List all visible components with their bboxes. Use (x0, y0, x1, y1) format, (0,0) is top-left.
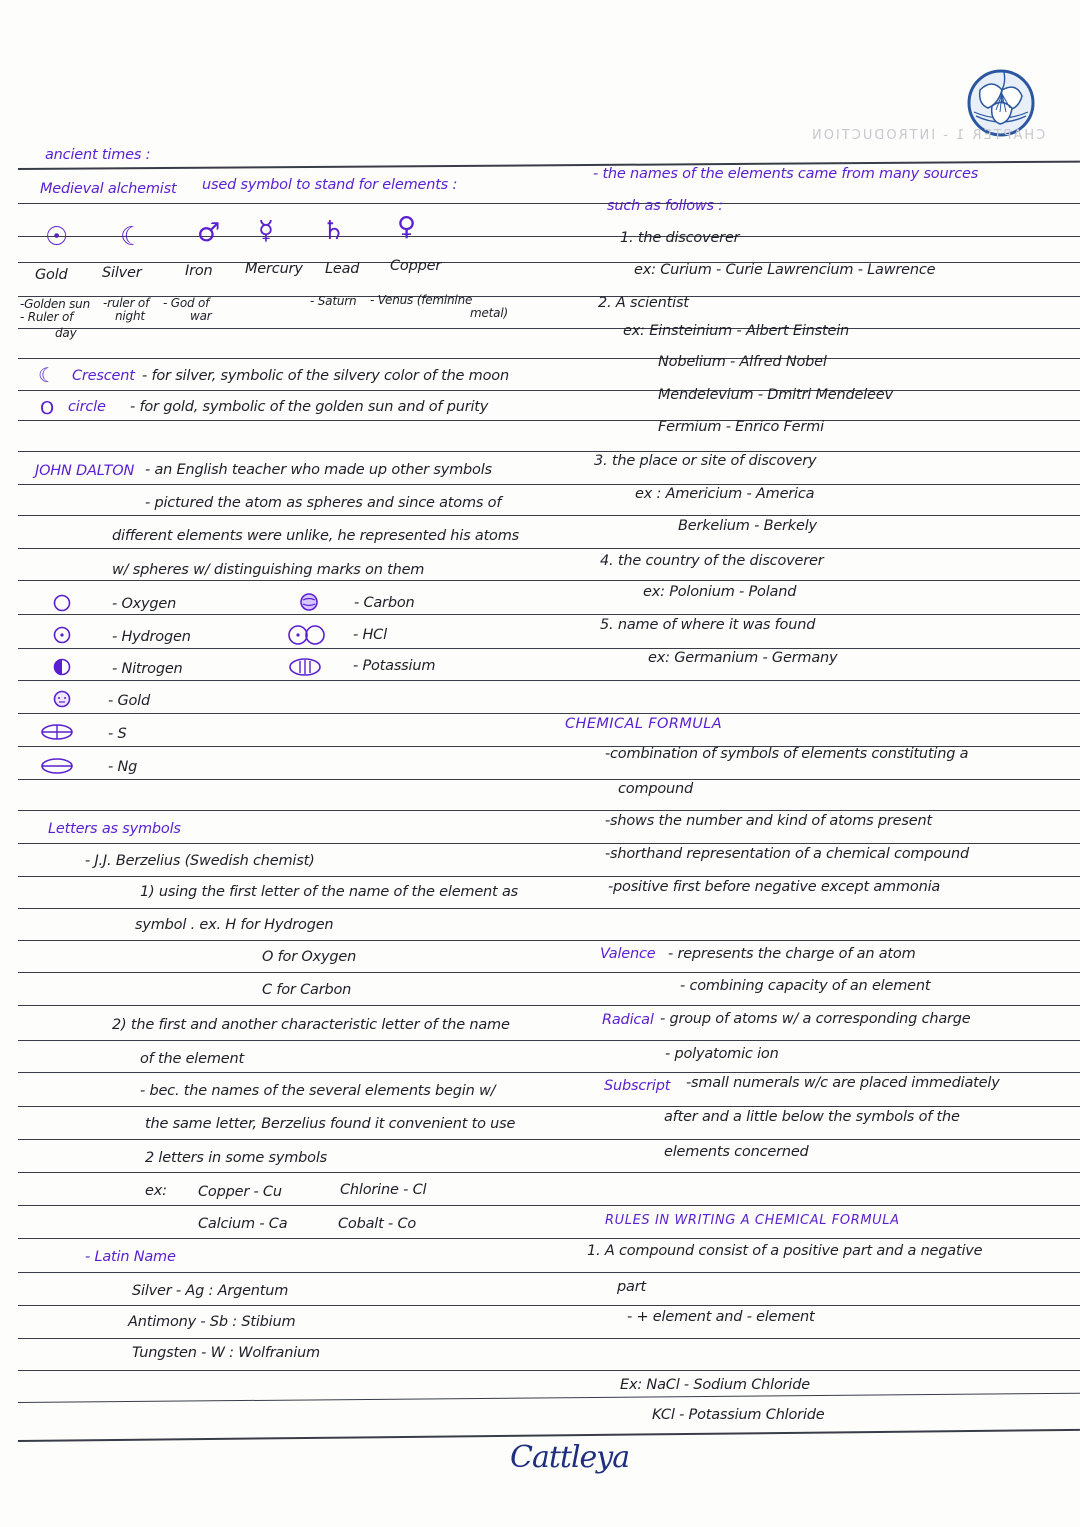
ruled-line (18, 1072, 1080, 1073)
copper-note-1: - Venus (feminine (370, 293, 473, 307)
potassium-striped-ellipse-icon (287, 656, 323, 678)
subscript-term: Subscript (604, 1078, 671, 1094)
mercury-symbol-icon: ☿ (258, 216, 274, 246)
example-chlorine: Chlorine - Cl (340, 1182, 427, 1198)
ruled-line (18, 1393, 1080, 1403)
rule2-line-a: 2) the first and another characteristic letter of the name (112, 1017, 510, 1033)
nitrogen-half-circle-icon (52, 657, 72, 677)
dalton-symbol-label-nitrogen: - Nitrogen (112, 661, 183, 677)
source-2-example: ex: Einsteinium - Albert Einstein (623, 323, 850, 339)
latin-item-tungsten: Tungsten - W : Wolfranium (132, 1345, 320, 1361)
ruled-line (18, 1305, 1080, 1306)
source-5-example: ex: Germanium - Germany (648, 650, 838, 666)
ruled-line (18, 451, 1080, 452)
dalton-line-3: different elements were unlike, he represented his atoms (112, 528, 520, 544)
lined-ellipse-icon (40, 756, 74, 776)
source-4-example: ex: Polonium - Poland (643, 584, 797, 600)
valence-def-1: - represents the charge of an atom (668, 946, 916, 962)
ruled-line (18, 972, 1080, 973)
ruled-line (18, 1172, 1080, 1173)
chem-formula-line-5: -positive first before negative except ammonia (608, 879, 941, 895)
carbon-filled-circle-icon (298, 592, 320, 612)
ruled-line (18, 1370, 1080, 1371)
rules-line-2: part (617, 1279, 646, 1295)
ruled-line (18, 580, 1080, 581)
source-3-example-2: Berkelium - Berkely (678, 518, 817, 534)
dalton-symbol-label-s: - S (108, 726, 127, 742)
gold-note-3: day (55, 326, 77, 340)
example-calcium: Calcium - Ca (198, 1216, 288, 1232)
oxygen-empty-circle-icon (52, 593, 72, 613)
rule2-line-e: 2 letters in some symbols (145, 1150, 328, 1166)
ruled-line (18, 779, 1080, 780)
dalton-line-2: - pictured the atom as spheres and since atoms of (145, 495, 502, 511)
element-names-intro: - the names of the elements came from many sources (593, 166, 979, 182)
iron-note-1: - God of (163, 296, 210, 310)
latin-item-antimony: Antimony - Sb : Stibium (128, 1314, 296, 1330)
example-label: ex: (145, 1183, 167, 1199)
dalton-symbol-label-potassium: - Potassium (353, 658, 436, 674)
ruled-line (18, 648, 1080, 649)
gold-sun-symbol-icon: ☉ (45, 222, 69, 252)
ruled-line (18, 1139, 1080, 1140)
ruled-line (18, 390, 1080, 391)
latin-name-heading: - Latin Name (85, 1249, 176, 1265)
ruled-line (18, 548, 1080, 549)
dalton-line-1: - an English teacher who made up other symbols (145, 462, 492, 478)
dalton-symbol-label-oxygen: - Oxygen (112, 596, 177, 612)
circle-description: - for gold, symbolic of the golden sun and of purity (130, 399, 489, 415)
symbol-name-iron: Iron (185, 263, 213, 279)
source-5-where-found: 5. name of where it was found (600, 617, 816, 633)
ruled-line (18, 940, 1080, 941)
ruled-line (18, 236, 1080, 237)
source-2-item-mendelevium: Mendelevium - Dmitri Mendeleev (658, 387, 893, 403)
element-names-intro-2: such as follows : (607, 198, 723, 214)
dalton-heading: JOHN DALTON (35, 463, 135, 479)
example-cobalt: Cobalt - Co (338, 1216, 417, 1232)
valence-def-2: - combining capacity of an element (680, 978, 931, 994)
crescent-term: Crescent (72, 368, 135, 384)
circle-term: circle (68, 399, 106, 415)
source-2-scientist: 2. A scientist (598, 295, 689, 311)
berzelius-line: - J.J. Berzelius (Swedish chemist) (85, 853, 315, 869)
rule2-line-d: the same letter, Berzelius found it convenient to use (145, 1116, 516, 1132)
rule1-line-c: O for Oxygen (262, 949, 357, 965)
silver-note-1: -ruler of (103, 296, 150, 310)
alchemist-heading: Medieval alchemist (40, 181, 177, 197)
dalton-symbol-label-hydrogen: - Hydrogen (112, 629, 191, 645)
gold-note-1: -Golden sun (20, 297, 90, 311)
chemical-formula-heading: CHEMICAL FORMULA (565, 716, 723, 732)
dalton-symbol-label-hcl: - HCl (353, 627, 387, 643)
ruled-line (18, 1040, 1080, 1041)
radical-def-2: - polyatomic ion (665, 1046, 779, 1062)
rules-line-1: 1. A compound consist of a positive part and a negative (587, 1243, 983, 1259)
faint-printed-header: CHAPTER 1 - INTRODUCTION (810, 128, 1046, 143)
silver-note-2: night (115, 309, 145, 323)
rules-heading: RULES IN WRITING A CHEMICAL FORMULA (605, 1213, 900, 1228)
ruled-line (18, 810, 1080, 811)
dalton-symbol-label-gold: - Gold (108, 693, 150, 709)
rule2-line-c: - bec. the names of the several elements begin w/ (140, 1083, 496, 1099)
chem-formula-line-2: compound (618, 781, 694, 797)
latin-item-silver: Silver - Ag : Argentum (132, 1283, 289, 1299)
source-1-example: ex: Curium - Curie Lawrencium - Lawrence (634, 262, 936, 278)
source-3-example: ex : Americium - America (635, 486, 815, 502)
silver-moon-symbol-icon: ☾ (120, 222, 144, 252)
lead-saturn-symbol-icon: ♄ (322, 216, 346, 246)
ruled-line (18, 1106, 1080, 1107)
example-copper: Copper - Cu (198, 1184, 282, 1200)
lead-note-1: - Saturn (310, 294, 357, 308)
rules-line-3: - + element and - element (627, 1309, 815, 1325)
ruled-line (18, 843, 1080, 844)
ruled-line (18, 908, 1080, 909)
signature-cattleya: Cattleya (510, 1440, 630, 1475)
iron-note-2: war (190, 309, 212, 323)
ruled-line (18, 876, 1080, 877)
iron-mars-symbol-icon: ♂ (197, 218, 221, 248)
rules-example-1: Ex: NaCl - Sodium Chloride (620, 1377, 810, 1393)
crescent-description: - for silver, symbolic of the silvery color of the moon (142, 368, 509, 384)
chem-formula-line-4: -shorthand representation of a chemical compound (605, 846, 970, 862)
crescent-symbol-icon: ☾ (38, 363, 56, 387)
subscript-def-2: after and a little below the symbols of the (664, 1109, 960, 1125)
source-1-discoverer: 1. the discoverer (620, 230, 740, 246)
symbol-name-lead: Lead (325, 261, 360, 277)
valence-term: Valence (600, 946, 656, 962)
ancient-times-heading: ancient times : (45, 147, 151, 163)
ruled-line (18, 1272, 1080, 1273)
chem-formula-line-1: -combination of symbols of elements constituting a (605, 746, 969, 762)
ruled-line (18, 614, 1080, 615)
rules-example-2: KCl - Potassium Chloride (652, 1407, 825, 1423)
source-4-country: 4. the country of the discoverer (600, 553, 824, 569)
gold-marked-circle-icon (52, 689, 72, 709)
rule1-line-b: symbol . ex. H for Hydrogen (135, 917, 334, 933)
ruled-line (18, 328, 1080, 329)
radical-def-1: - group of atoms w/ a corresponding charge (660, 1011, 971, 1027)
symbol-name-gold: Gold (35, 267, 68, 283)
symbol-name-copper: Copper (390, 258, 442, 274)
source-2-item-fermium: Fermium - Enrico Fermi (658, 419, 824, 435)
rule1-line-d: C for Carbon (262, 982, 352, 998)
dalton-symbol-label-carbon: - Carbon (354, 595, 415, 611)
crossed-ellipse-icon (40, 722, 74, 742)
ruled-line (18, 420, 1080, 421)
copper-venus-symbol-icon: ♀ (397, 212, 417, 242)
symbol-name-mercury: Mercury (245, 261, 303, 277)
gold-note-2: - Ruler of (20, 310, 74, 324)
circle-symbol-icon: O (40, 398, 55, 419)
ruled-line (18, 358, 1080, 359)
hcl-double-circle-icon (287, 624, 327, 646)
ruled-line (18, 203, 1080, 204)
ruled-line (18, 1205, 1080, 1206)
ruled-line (18, 1238, 1080, 1239)
alchemist-heading-rest: used symbol to stand for elements : (202, 177, 458, 193)
rule2-line-b: of the element (140, 1051, 244, 1067)
subscript-def-3: elements concerned (664, 1144, 809, 1160)
ruled-line (18, 1005, 1080, 1006)
ruled-line (18, 515, 1080, 516)
ruled-line (18, 484, 1080, 485)
dalton-line-4: w/ spheres w/ distinguishing marks on them (112, 562, 425, 578)
source-3-place: 3. the place or site of discovery (594, 453, 817, 469)
symbol-name-silver: Silver (102, 265, 142, 281)
radical-term: Radical (602, 1012, 654, 1028)
letters-symbols-heading: Letters as symbols (48, 821, 181, 837)
ruled-line (18, 1338, 1080, 1339)
hydrogen-dot-circle-icon (52, 625, 72, 645)
subscript-def-1: -small numerals w/c are placed immediately (686, 1075, 1000, 1091)
ruled-line (18, 713, 1080, 714)
chem-formula-line-3: -shows the number and kind of atoms present (605, 813, 932, 829)
dalton-symbol-label-ng: - Ng (108, 759, 138, 775)
rule1-line-a: 1) using the first letter of the name of the element as (140, 884, 518, 900)
copper-note-2: metal) (470, 306, 508, 320)
source-2-item-nobelium: Nobelium - Alfred Nobel (658, 354, 827, 370)
ruled-line (18, 680, 1080, 681)
